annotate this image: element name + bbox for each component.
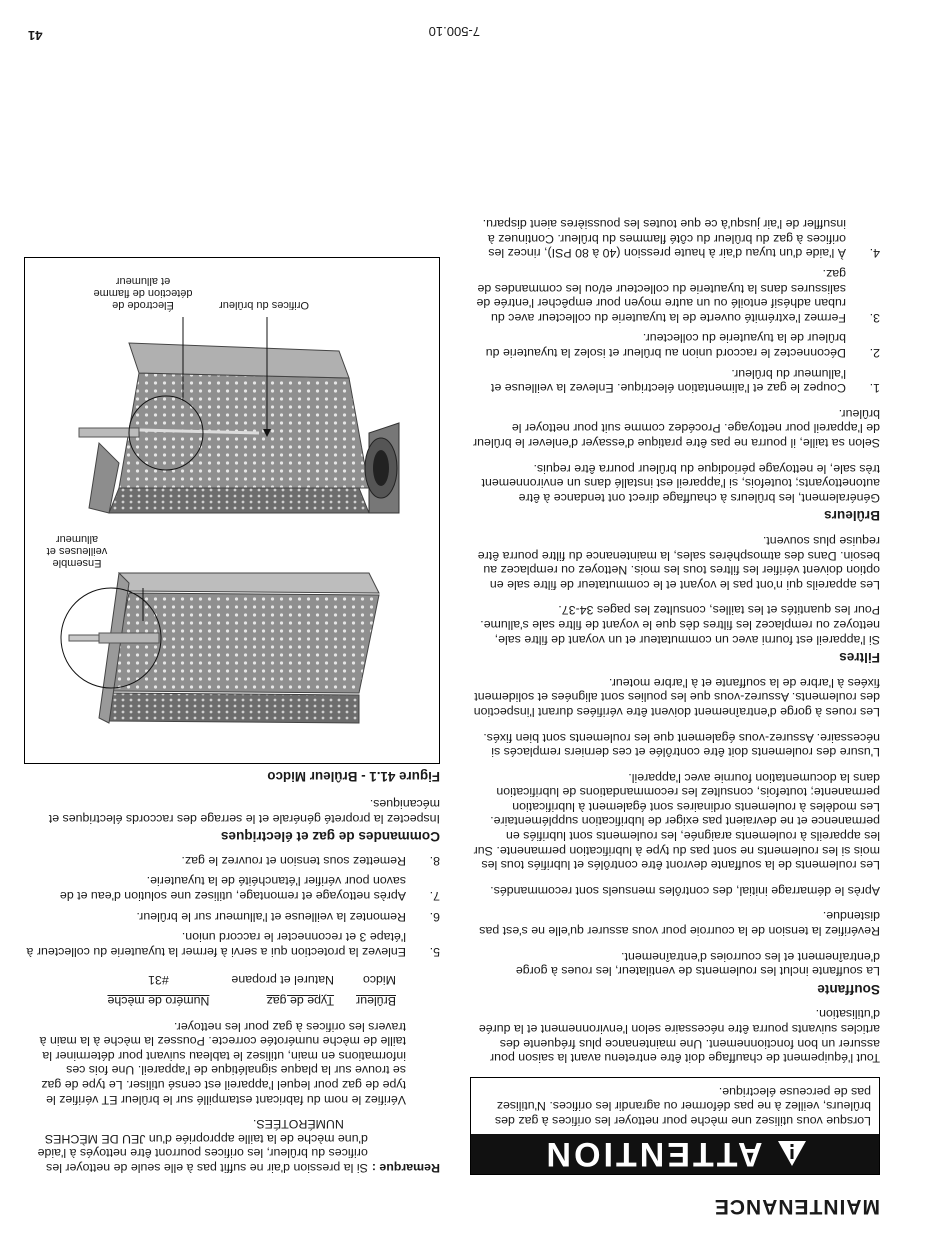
souffante-heading: Souffante <box>817 981 880 997</box>
continued-steps-list <box>25 853 440 959</box>
warning-box <box>470 1077 880 1175</box>
section-title: MAINTENANCE <box>713 1195 880 1218</box>
commandes-paragraph: Inspectez la propreté générale et le serrage des raccords électriques et mécaniques. <box>48 797 440 826</box>
orifice-table <box>85 973 396 1008</box>
warning-header <box>471 1134 879 1174</box>
remark-caps: NUMÉROTÉES. <box>252 1117 344 1132</box>
list-item: 4. À l'aide d'un tuyau d'air à haute pression (40 à 80 PSI), rincez les orifices à gaz du brûleur du côté flammes du brûleur. Continuez à insuffler de l'air jusqu'à ce que toutes les poussières aient disparu. <box>482 217 880 261</box>
souffante-paragraph: Après le démarrage initial, des contrôles mensuels sont recommandés. <box>490 883 880 898</box>
table-header: Type de gaz <box>266 994 335 1009</box>
left-column <box>470 207 880 1175</box>
table-row: Midco Naturel et propane #31 <box>148 973 396 988</box>
list-item: 7. Après nettoyage et remontage, utilisez une solution d'eau et de savon pour vérifier l'étanchéité de la tuyauterie. <box>59 874 440 904</box>
souffante-paragraph: Revérifiez la tension de la courroie pour vous assurer qu'elle ne s'est pas distendue. <box>479 909 880 939</box>
list-item: 6. Remontez la veilleuse et l'allumeur sur le brûleur. <box>136 909 440 924</box>
list-item: 8. Remettez sous tension et rouvrez le gaz. <box>181 853 440 868</box>
souffante-paragraph: La souffante inclut les roulements de ventilateur, les roues à gorge d'entraînement et les courroies d'entraînement. <box>515 949 880 979</box>
list-item: 3. Fermez l'extrémité ouverte de la tuyauterie du collecteur avec du ruban adhésif entoilé ou un autre moyen pour empêcher l'entrée de salissures dans la tuyauterie du collecteur et/ou les commandes de gaz. <box>476 267 880 325</box>
burner-top-drawing <box>61 573 379 723</box>
list-item: 2. Déconnectez le raccord union au brûleur et isolez la tuyauterie du brûleur de la tuyauterie du collecteur. <box>485 331 880 361</box>
souffante-paragraph: Les roulements de la souffante devront être contrôlés et lubrifiés tous les mois si les roulements ne sont pas du type à lubrification permanente. Sur les appareils à roulements araignée, les roulements sont lubrifiés en permanence et ne devraient pas exiger de lubrification supplémentaire. Les modèles à roulements ordinaires sont également à lubrification permanente; toutefois, consultez les recommandations de lubrification dans la documentation fournie avec l'appareil. <box>473 770 880 873</box>
remark-text: Si la pression d'air ne suffit pas à elle seule de nettoyer les orifices du brûleur, les orifices pourront être nettoyés à l'aide d'une mèche de la taille appropriée d'un JEU DE MÈCHES <box>37 1131 368 1175</box>
intro-paragraph: Tout l'équipement de chauffage doit être entretenu avant la saison pour assurer un bon fonctionnement. Une maintenance plus fréquente des articles suivants pourra être nécessaire selon l'environnement et la durée d'utilisation. <box>478 1007 880 1066</box>
filtres-paragraph: Si l'appareil est fourni avec un commutateur et un voyant de filtre sale, nettoyez ou remplacez les filtres dès que le voyant de filtre sale s'allume. Pour les quantités et les tailles, consultez les pages 34-37. <box>480 603 880 647</box>
document-code: 7-500.10 <box>428 24 480 39</box>
warning-triangle-icon <box>777 1141 807 1168</box>
filtres-paragraph: Les appareils qui n'ont pas le voyant et le commutateur de filtre sale en option doivent vérifier les filtres tous les mois. Nettoyez ou remplacez au besoin. Dans des atmosphères sales, la maintenance du filtre pourra être requise plus souvent. <box>477 534 880 592</box>
page-number: 41 <box>28 28 43 43</box>
figure-title: Figure 41.1 - Brûleur Midco <box>267 768 440 784</box>
table-header: Numéro de mèche <box>107 994 210 1009</box>
list-item: 5. Enlevez la protection qui a servi à fermer la tuyauterie du collecteur à l'étape 3 et reconnecter le raccord union. <box>26 930 440 959</box>
right-column <box>25 257 440 1175</box>
list-item: 1. Coupez le gaz et l'alimentation électrique. Enlevez la veilleuse et l'allumeur du brûleur. <box>490 366 880 396</box>
filtres-heading: Filtres <box>839 650 880 666</box>
souffante-paragraph: Les roues à gorge d'entraînement doivent être vérifiées durant l'inspection des roulements. Assurez-vous que les poulies sont alignées et solidement fixées à l'arbre de la souffante et à l'arbre moteur. <box>473 675 880 719</box>
warning-heading: ATTENTION <box>543 1135 763 1174</box>
callout-ensemble: Ensemble veilleuses et allumeur <box>46 532 108 569</box>
bruleurs-paragraph: Selon sa taille, il pourra ne pas être pratique d'essayer d'enlever le brûleur de l'appareil pour nettoyage. Procédez comme suit pour nettoyer le brûleur. <box>473 406 880 451</box>
remark-note <box>25 1117 440 1175</box>
remark-label: Remarque : <box>371 1161 440 1175</box>
bruleurs-heading: Brûleurs <box>824 508 880 524</box>
burner-steps-list <box>470 217 880 396</box>
bruleurs-paragraph: Généralement, les brûleurs à chauffage direct ont tendance à être autonettoyants; toutefois, si l'appareil est installé dans un environnement très sale, le nettoyage périodique du brûleur pourra être requis. <box>481 461 880 505</box>
burner-illustration <box>25 258 439 763</box>
commandes-heading: Commandes de gaz et électriques <box>220 829 440 845</box>
warning-text: Lorsque vous utilisez une mèche pour nettoyer les orifices à gaz des brûleurs, veillez à ne pas déformer ou agrandir les orifices. N'utilisez pas de perceuse électrique. <box>494 1084 871 1128</box>
callout-orifices: Orifices du brûleur <box>219 298 309 311</box>
table-header: Brûleur <box>356 994 396 1009</box>
callout-electrode: Électrode de détection de flamme et allumeur <box>93 274 193 311</box>
burner-figure <box>24 257 440 764</box>
souffante-paragraph: L'usure des roulements doit être contrôlée et ces derniers remplacés si nécessaire. Assurez-vous également que les roulements sont bien fixés. <box>483 730 880 760</box>
verify-paragraph: Vérifiez le nom du fabricant estampillé sur le brûleur ET vérifiez le type de gaz pour lequel l'appareil est censé utiliser. Le type de gaz se trouve sur la plaque signalétique de l'appareil. Une fois ces informations en main, utilisez le tableau suivant pour déterminer la taille de mèche numérotée correcte. Poussez la mèche à la main à travers les orifices à gaz pour les nettoyer. <box>39 1019 406 1107</box>
burner-bottom-drawing <box>79 317 399 513</box>
